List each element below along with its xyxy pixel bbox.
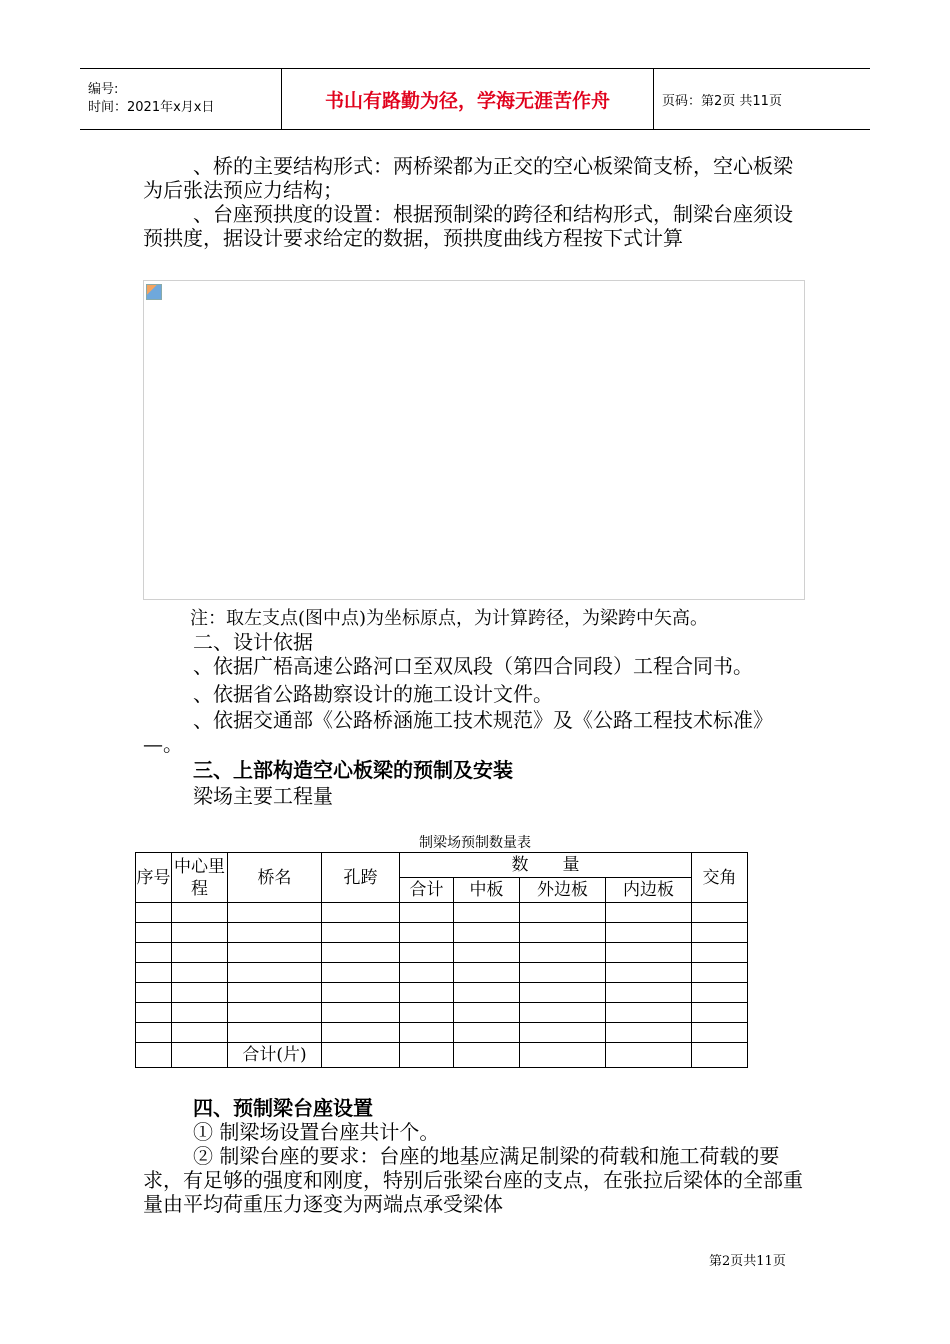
table-row xyxy=(136,923,748,943)
header-quantity: 数 量 xyxy=(400,853,692,878)
total-label: 合计(片) xyxy=(228,1043,322,1068)
broken-image-icon xyxy=(146,284,162,300)
formula-note: 注：取左支点(图中点)为坐标原点，为计算跨径，为梁跨中矢高。 xyxy=(190,608,709,629)
header-meta xyxy=(80,69,282,130)
page-footer: 第2页共11页 xyxy=(709,1254,786,1269)
table-row xyxy=(136,943,748,963)
section-2-item: 、依据广梧高速公路河口至双凤段（第四合同段）工程合同书。 xyxy=(193,654,753,678)
table-row xyxy=(136,983,748,1003)
header-number: 编号: xyxy=(88,82,119,97)
section-3-title: 三、上部构造空心板梁的预制及安装 xyxy=(193,758,513,782)
header-mileage: 中心里程 xyxy=(172,853,228,903)
header-bridge: 桥名 xyxy=(228,853,322,903)
table-row xyxy=(136,963,748,983)
header-motto: 书山有路勤为径，学海无涯苦作舟 xyxy=(282,69,654,130)
body-middle xyxy=(143,630,808,808)
header-seq: 序号 xyxy=(136,853,172,903)
subheader-total: 合计 xyxy=(400,878,454,903)
table-row xyxy=(136,903,748,923)
table-total-row xyxy=(136,1043,748,1068)
section-4-paragraph: ① 制梁场设置台座共计个。 xyxy=(193,1120,440,1144)
subheader-inner-edge-plate: 内边板 xyxy=(606,878,692,903)
table-row xyxy=(136,1023,748,1043)
formula-image-placeholder xyxy=(143,280,805,600)
section-3-subtitle: 梁场主要工程量 xyxy=(193,784,333,808)
table-row xyxy=(136,1003,748,1023)
subheader-outer-edge-plate: 外边板 xyxy=(520,878,606,903)
header-skew: 交角 xyxy=(692,853,748,903)
table-caption: 制梁场预制数量表 xyxy=(419,835,531,851)
table-header-row xyxy=(136,853,748,878)
header-page-number: 页码：第2页 共11页 xyxy=(654,69,871,130)
section-2-title: 二、设计依据 xyxy=(193,630,313,654)
header-date: 时间：2021年x月x日 xyxy=(88,100,215,115)
section-2-item: 、依据交通部《公路桥涵施工技术规范》及《公路工程技术标准》—。 xyxy=(143,708,773,756)
paragraph-structure: 、桥的主要结构形式：两桥梁都为正交的空心板梁简支桥，空心板梁为后张法预应力结构； xyxy=(143,154,793,202)
section-4-title: 四、预制梁台座设置 xyxy=(193,1096,373,1120)
quantity-table xyxy=(135,852,748,1068)
body-bottom xyxy=(143,1096,808,1216)
paragraph-camber: 、台座预拱度的设置：根据预制梁的跨径和结构形式，制梁台座须设预拱度，据设计要求给定的数据，预拱度曲线方程按下式计算 xyxy=(143,202,793,250)
section-4-paragraph: ② 制梁台座的要求：台座的地基应满足制梁的荷载和施工荷载的要求，有足够的强度和刚度，特别后张梁台座的支点，在张拉后梁体的全部重量由平均荷重压力逐变为两端点承受梁体 xyxy=(143,1144,803,1216)
section-2-item: 、依据省公路勘察设计的施工设计文件。 xyxy=(193,682,553,706)
subheader-middle-plate: 中板 xyxy=(454,878,520,903)
header-span: 孔跨 xyxy=(322,853,400,903)
page-header xyxy=(80,68,870,130)
body-top xyxy=(143,154,808,250)
